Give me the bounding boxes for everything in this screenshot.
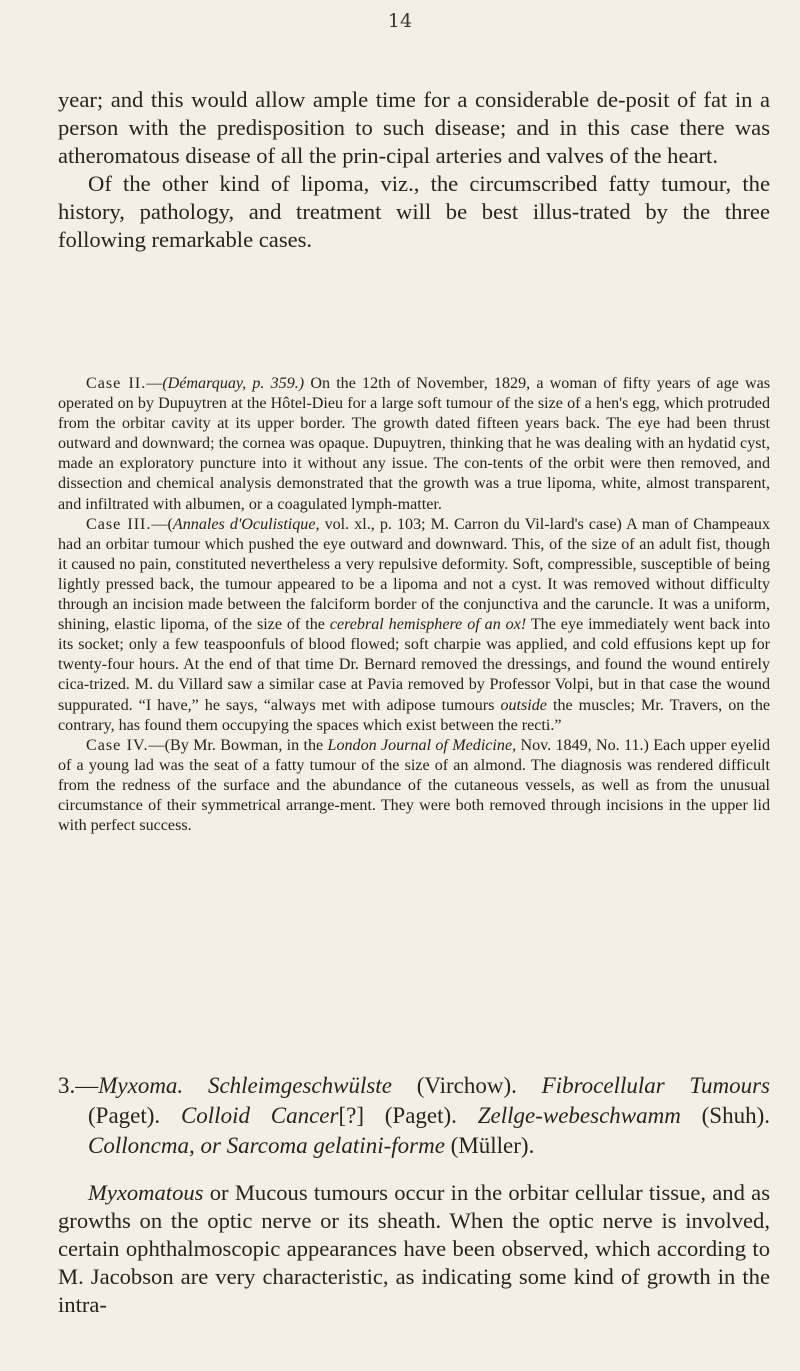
section-3-author-paget: (Paget).: [88, 1103, 161, 1128]
section-3-number: 3.: [58, 1073, 76, 1098]
section-3-term-colloid: Colloid Cancer: [180, 1103, 339, 1128]
section-3-author-muller: (Müller).: [450, 1133, 535, 1158]
section-3-dash: —: [75, 1073, 99, 1098]
section-3-author-shuh: (Shuh).: [701, 1103, 771, 1128]
case-4-source-rest: Nov. 1849, No. 11.): [516, 736, 649, 754]
section-3-term-zellgewebe: Zellge-webeschwamm: [477, 1103, 681, 1128]
intro-text: [58, 86, 770, 254]
case-3-label: Case III.: [86, 515, 152, 533]
section-3-term-colloncma: Colloncma,: [88, 1133, 195, 1158]
case-2-text: On the 12th of November, 1829, a woman of fifty years of age was operated on by Dupuytren at the Hôtel-Dieu for a large soft tumour of the size of a hen's egg, which protruded from the orbitar cavity at its upper border. The growth dated fifteen years back. The eye had been thrust outward and downward; the cornea was opaque. Dupuytren, thinking that he was dealing with an hydatid cyst, made an exploratory puncture into it without any issue. The con-tents of the orbit were then removed, and dissection and chemical analysis demonstrated that the growth was a true lipoma, white, almost transparent, and infiltrated with albumen, or a coagulated lymph-matter.: [58, 375, 770, 513]
section-3-paragraph: [58, 1179, 770, 1319]
intro-paragraph-2: Of the other kind of lipoma, viz., the circumscribed fatty tumour, the history, pathology, and treatment will be best illus-trated by the three following remarkable cases.: [58, 171, 770, 252]
section-3-or: or: [200, 1133, 221, 1158]
section-3-term-myxoma: Myxoma.: [98, 1073, 184, 1098]
case-3-source-title: Annales d'Oculistique,: [172, 515, 320, 533]
case-3-text-italic: cerebral hemisphere of an ox!: [329, 616, 527, 634]
case-3-source-open: —(: [151, 515, 173, 533]
case-4-source-title: London Journal of Medicine,: [327, 736, 517, 754]
section-3-para-term: Myxomatous: [88, 1180, 204, 1205]
section-3-term-schleim: Schleimgeschwülste: [207, 1073, 392, 1098]
section-3: [58, 1071, 770, 1319]
case-3-source-rest: vol. xl., p. 103; M. Carron du Vil-lard's case): [319, 515, 622, 533]
case-reports: [58, 374, 770, 836]
section-3-bracket: [?]: [338, 1103, 364, 1128]
intro-paragraph-1: year; and this would allow ample time for a considerable de-posit of fat in a person with the predisposition to such disease; and in this case there was atheromatous disease of all the prin-cipal arteries and valves of the heart.: [58, 87, 770, 168]
case-4: [58, 736, 770, 836]
section-3-author-virchow: (Virchow).: [416, 1073, 517, 1098]
section-3-heading: [58, 1071, 770, 1161]
section-3-author-paget-2: (Paget).: [384, 1103, 457, 1128]
case-2-label: Case II.: [86, 375, 147, 392]
section-3-term-sarcoma: Sarcoma gelatini-forme: [226, 1133, 445, 1158]
case-3-text-a: A man of Champeaux had an orbitar tumour which pushed the eye outward and downward. This, of the size of an adult fist, though it caused no pain, constituted nevertheless a very repulsive deformity. Soft, compressible, susceptible of being lightly pressed back, the tumour appeared to be a lipoma and not a cyst. It was removed without difficulty through an incision made between the falciform border of the conjunctiva and the caruncle. It was a uniform, shining, elastic lipoma, of the size of the: [58, 515, 770, 634]
case-4-source-open: —(By Mr. Bowman, in the: [148, 736, 328, 754]
case-2-source: (Démarquay, p. 359.): [162, 375, 305, 392]
case-4-text: Each upper eyelid of a young lad was the seat of a fatty tumour of the size of an almond. The diagnosis was rendered difficult from the redness of the surface and the abundance of the cutaneous vessels, as well as from the unusual circumstance of their symmetrical arrange-ment. They were both removed through incisions in the upper lid with perfect success.: [58, 736, 770, 835]
case-2: Case II.—(Démarquay, p. 359.) On the 12th of November, 1829, a woman of fifty years of age was operated on by Dupuytren at the Hôtel-Dieu for a large soft tumour of the size of a hen's egg, which protruded from the orbitar cavity at its upper border. The growth dated fifteen years back. The eye had been thrust outward and downward; the cornea was opaque. Dupuytren, thinking that he was dealing with an hydatid cyst, made an exploratory puncture into it without any issue. The con-tents of the orbit were then removed, and dissection and chemical analysis demonstrated that the growth was a true lipoma, white, almost transparent, and infiltrated with albumen, or a coagulated lymph-matter.: [58, 375, 770, 513]
page-number: 14: [387, 10, 413, 32]
case-4-label: Case IV.: [86, 736, 149, 754]
case-3-text-italic-2: outside: [500, 696, 547, 714]
section-3-term-fibrocellular: Fibrocellular Tumours: [541, 1073, 770, 1098]
case-3-text-b: The eye immediately went back into its socket; only a few teaspoonfuls of blood flowed; soft charpie was applied, and cold effusions kept up for twenty-four hours. At the end of that time Dr. Bernard removed the dressings, and found the wound entirely cica-trized. M. du Villard saw a similar case at Pavia removed by Professor Volpi, but in that case the wound suppurated. “I have,” he says, “always met with adipose tumours: [58, 616, 770, 714]
case-3: [58, 515, 770, 736]
section-3-para-text: or Mucous tumours occur in the orbitar cellular tissue, and as growths on the optic nerve or its sheath. When the optic nerve is involved, certain ophthalmoscopic appearances have been observed, which according to M. Jacobson are very characteristic, as indicating some kind of growth in the intra-: [58, 1180, 770, 1317]
case-3-text-c: the muscles; Mr. Travers, on the contrary, has found them occupying the spaces which exist between the recti.”: [58, 696, 771, 734]
